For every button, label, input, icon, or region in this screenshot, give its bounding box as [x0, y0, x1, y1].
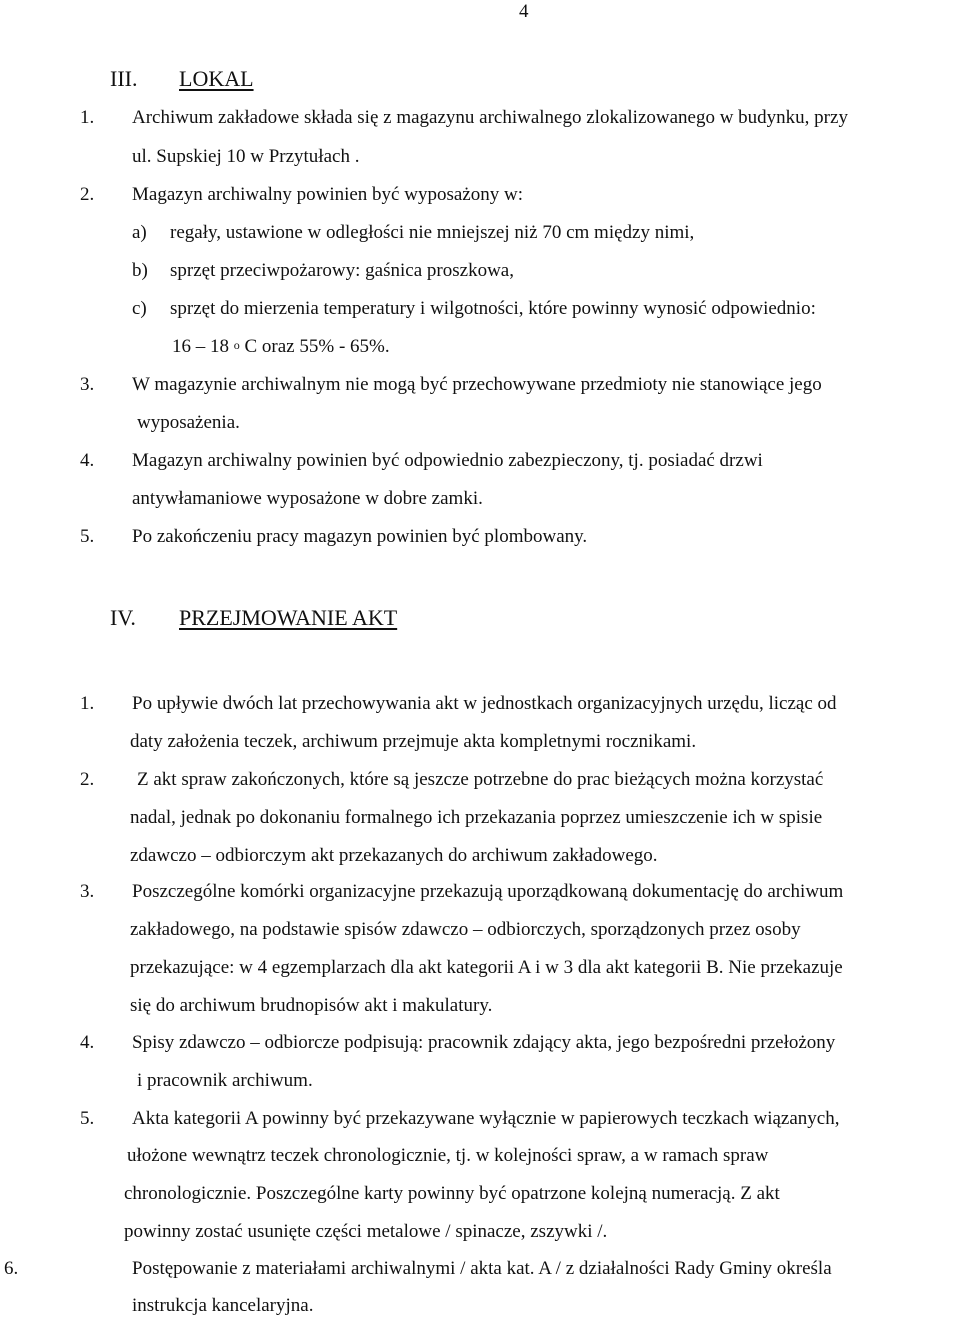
s3-subitem-b-number: b) — [132, 260, 148, 281]
s4-item-1-line-1: Po upływie dwóch lat przechowywania akt w jednostkach organizacyjnych urzędu, licząc od — [132, 693, 837, 714]
s4-item-3-line-1: Poszczególne komórki organizacyjne przekazują uporządkowaną dokumentację do archiwum — [132, 881, 844, 902]
s3-subitem-a-text: regały, ustawione w odległości nie mniejszej niż 70 cm między nimi, — [170, 222, 695, 243]
s3-item-3-number: 3. — [80, 374, 95, 395]
s4-item-4-number: 4. — [80, 1032, 95, 1053]
s4-item-3-line-2: zakładowego, na podstawie spisów zdawczo – odbiorczych, sporządzonych przez osoby — [130, 919, 801, 940]
temp-range-start: 16 – 18 — [172, 336, 234, 357]
s3-item-3-line-1: W magazynie archiwalnym nie mogą być przechowywane przedmioty nie stanowiące jego — [132, 374, 822, 395]
section-4-number: IV. — [110, 605, 136, 630]
s4-item-2-line-2: nadal, jednak po dokonaniu formalnego ich przekazania poprzez umieszczenie ich w spisie — [130, 807, 823, 828]
s4-item-4-line-2: i pracownik archiwum. — [137, 1070, 313, 1091]
section-3-number: III. — [110, 66, 138, 91]
s3-item-4-line-1: Magazyn archiwalny powinien być odpowiednio zabezpieczony, tj. posiadać drzwi — [132, 450, 763, 471]
s3-subitem-b-text: sprzęt przeciwpożarowy: gaśnica proszkowa, — [170, 260, 514, 281]
s4-item-6-line-2: instrukcja kancelaryjna. — [132, 1295, 314, 1316]
s4-item-3-line-4: się do archiwum brudnopisów akt i makulatury. — [130, 995, 493, 1016]
s4-item-5-number: 5. — [80, 1108, 95, 1129]
s3-item-4-line-2: antywłamaniowe wyposażone w dobre zamki. — [132, 488, 483, 509]
page-number: 4 — [519, 1, 529, 22]
s3-subitem-c-number: c) — [132, 298, 147, 319]
s3-item-4-number: 4. — [80, 450, 95, 471]
section-3-title: LOKAL — [179, 66, 254, 91]
s4-item-2-number: 2. — [80, 769, 95, 790]
temp-range-end: C oraz 55% - 65%. — [239, 336, 390, 357]
s3-item-2-number: 2. — [80, 184, 95, 205]
s3-subitem-c-text: sprzęt do mierzenia temperatury i wilgotności, które powinny wynosić odpowiednio: — [170, 298, 816, 319]
s3-item-5-number: 5. — [80, 526, 95, 547]
s3-item-2-line-1: Magazyn archiwalny powinien być wyposażony w: — [132, 184, 523, 205]
s4-item-2-line-3: zdawczo – odbiorczym akt przekazanych do archiwum zakładowego. — [130, 845, 658, 866]
s4-item-3-line-3: przekazujące: w 4 egzemplarzach dla akt kategorii A i w 3 dla akt kategorii B. Nie przekazuje — [130, 957, 843, 978]
s4-item-5-line-2: ułożone wewnątrz teczek chronologicznie, tj. w kolejności spraw, a w ramach spraw — [127, 1145, 769, 1166]
s4-item-1-line-2: daty założenia teczek, archiwum przejmuje akta kompletnymi rocznikami. — [130, 731, 697, 752]
s4-item-6-number: 6. — [4, 1258, 19, 1279]
s4-item-6-line-1: Postępowanie z materiałami archiwalnymi / akta kat. A / z działalności Rady Gminy określa — [132, 1258, 832, 1279]
degree-symbol: o — [233, 338, 240, 352]
s4-item-5-line-1: Akta kategorii A powinny być przekazywane wyłącznie w papierowych teczkach wiązanych, — [132, 1108, 840, 1129]
s3-item-3-line-2: wyposażenia. — [137, 412, 240, 433]
section-4-title: PRZEJMOWANIE AKT — [179, 605, 398, 630]
s3-item-1-line-1: Archiwum zakładowe składa się z magazynu archiwalnego zlokalizowanego w budynku, przy — [132, 107, 848, 128]
s4-item-3-number: 3. — [80, 881, 95, 902]
s4-item-1-number: 1. — [80, 693, 95, 714]
s3-item-5-line-1: Po zakończeniu pracy magazyn powinien być plombowany. — [132, 526, 588, 547]
s3-item-1-number: 1. — [80, 107, 95, 128]
s4-item-2-line-1: Z akt spraw zakończonych, które są jeszcze potrzebne do prac bieżących można korzystać — [137, 769, 824, 790]
s4-item-5-line-3: chronologicznie. Poszczególne karty powinny być opatrzone kolejną numeracją. Z akt — [124, 1183, 780, 1204]
s4-item-5-line-4: powinny zostać usunięte części metalowe / spinacze, zszywki /. — [124, 1221, 608, 1242]
s3-temperature-range — [172, 335, 390, 359]
s4-item-4-line-1: Spisy zdawczo – odbiorcze podpisują: pracownik zdający akta, jego bezpośredni przełożony — [132, 1032, 836, 1053]
s3-subitem-a-number: a) — [132, 222, 147, 243]
s3-item-1-line-2: ul. Supskiej 10 w Przytułach . — [132, 146, 360, 167]
